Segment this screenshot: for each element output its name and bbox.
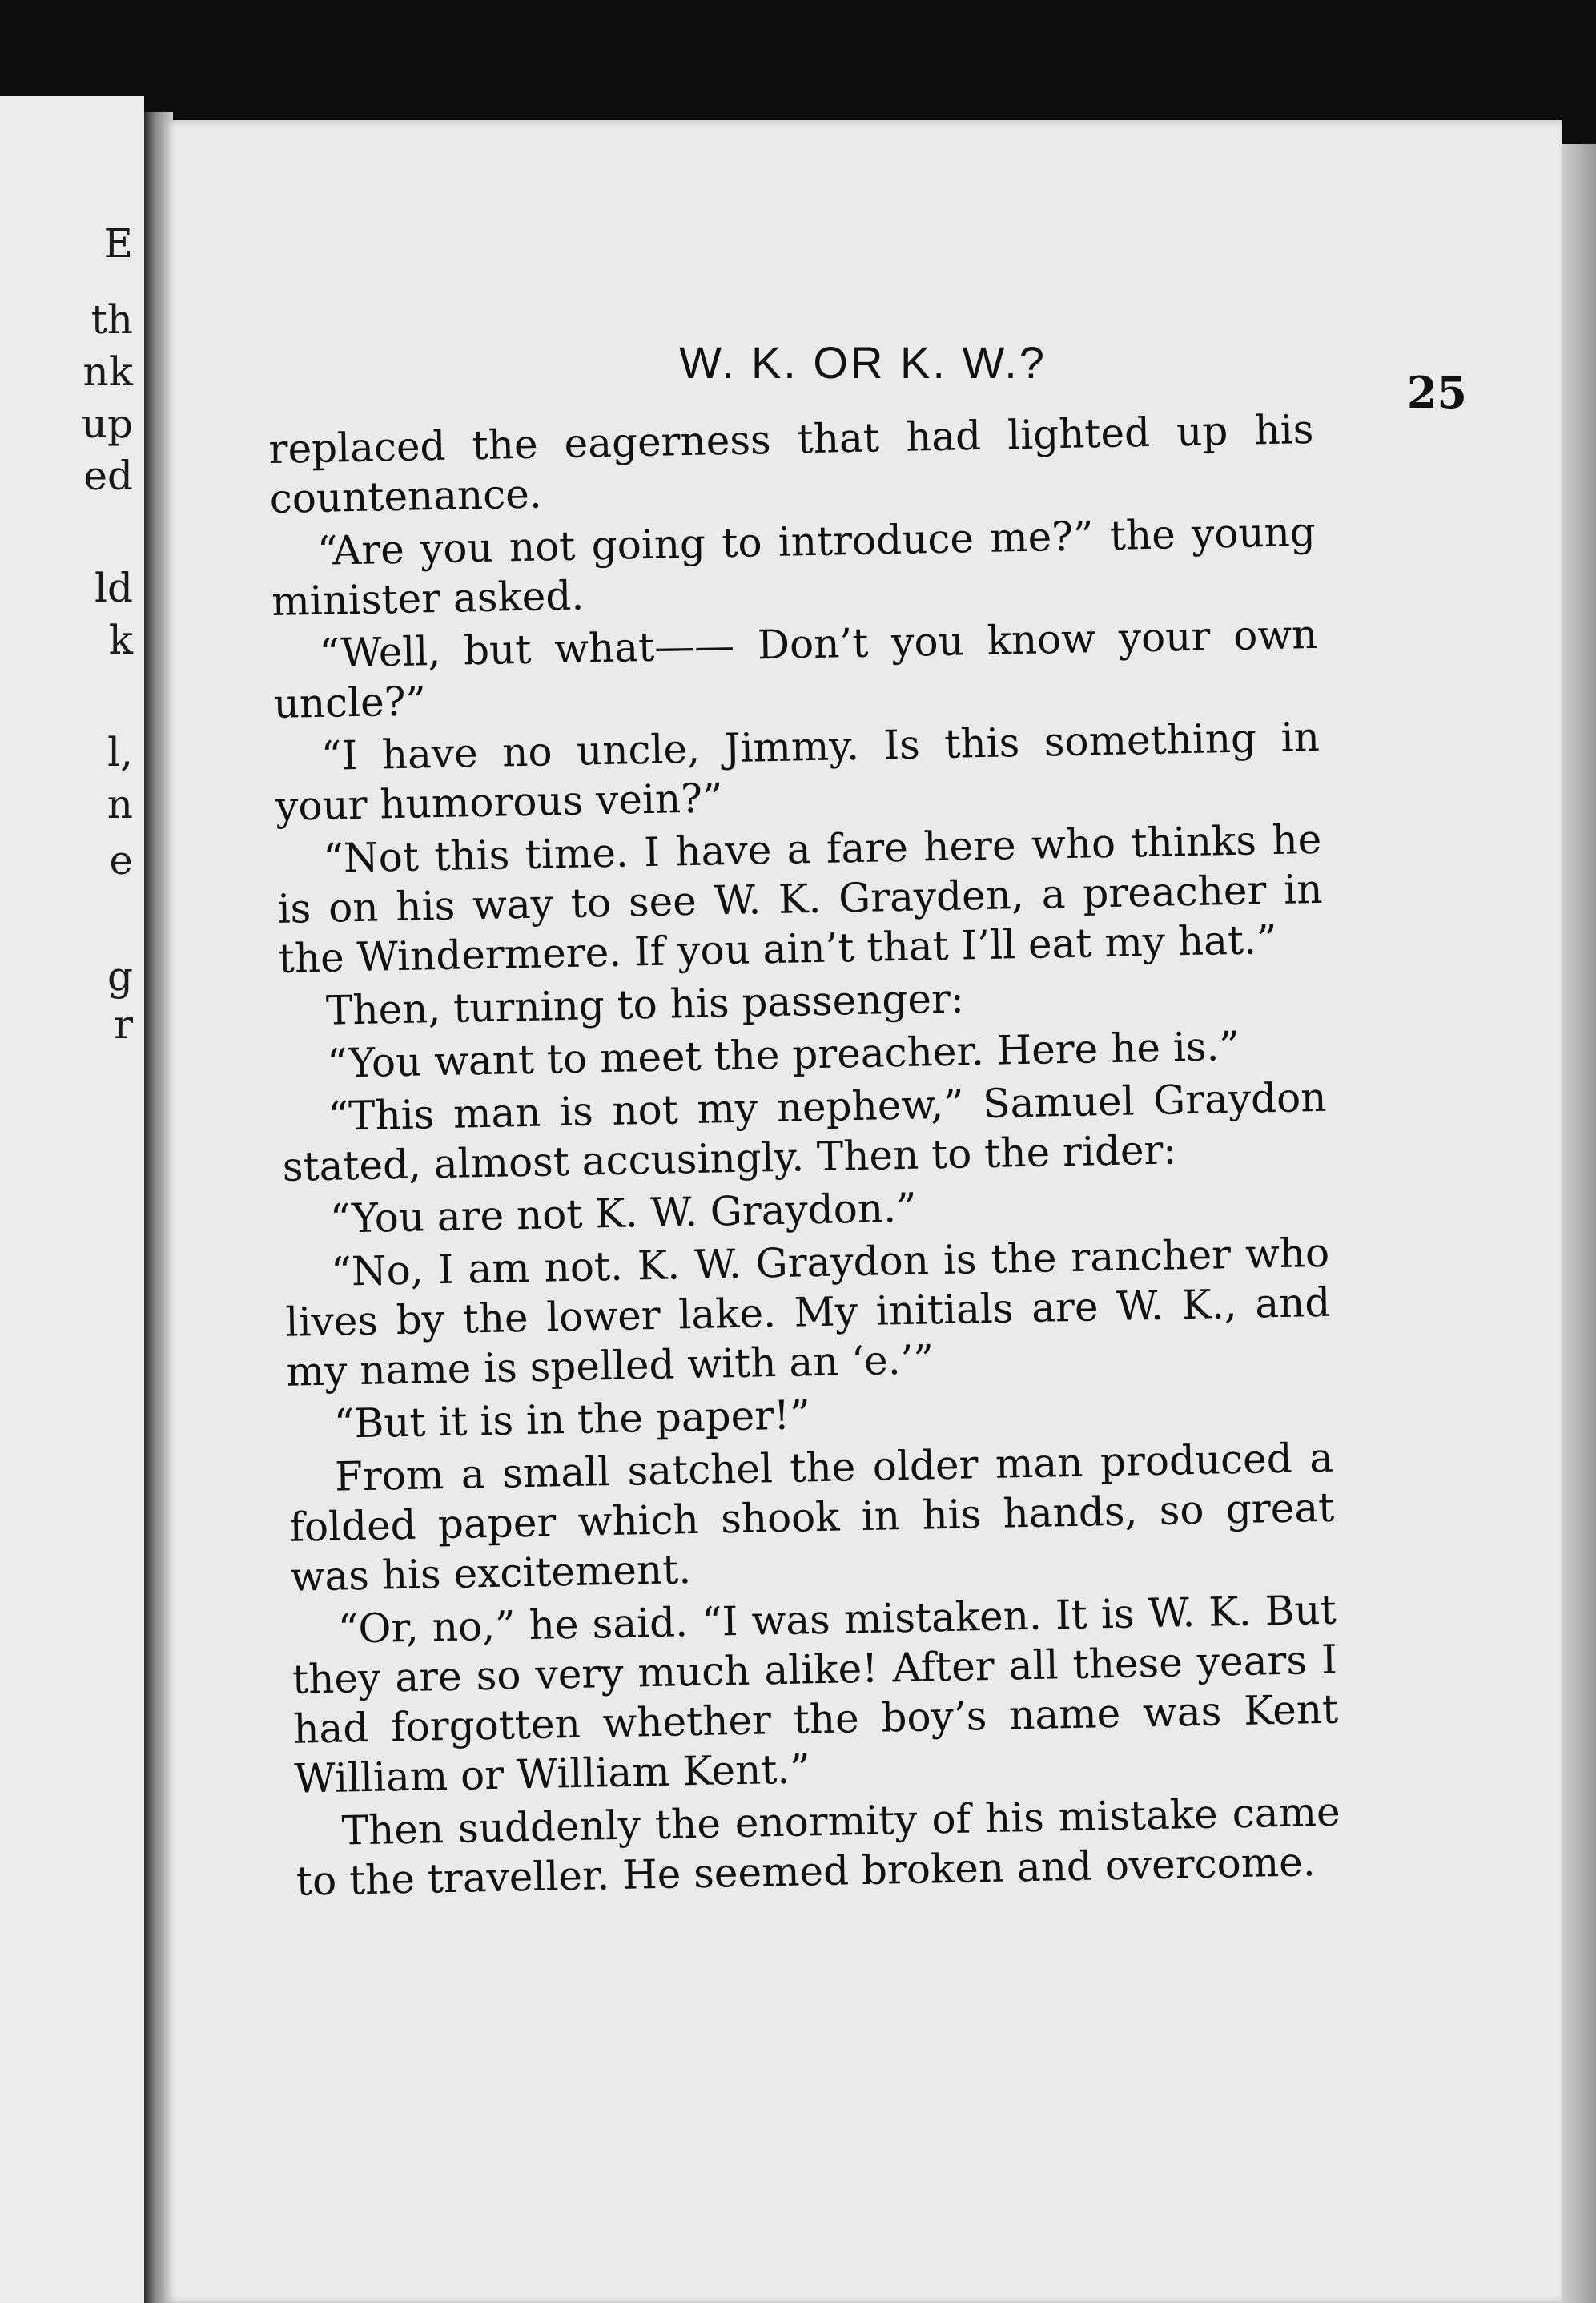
paragraph: “You are not K. W. Graydon.” <box>329 1184 918 1242</box>
paragraph: replaced the eagerness that had lighted up his countenance. <box>268 405 1314 522</box>
paragraph: Then suddenly the enormity of his mistake came to the traveller. He seemed broken and overcome. <box>295 1788 1341 1905</box>
paragraph: “Are you not going to introduce me?” the young minister asked. <box>271 508 1317 625</box>
prev-page-fragment: r <box>114 1001 133 1048</box>
prev-page-fragment: e <box>109 837 133 884</box>
prev-page-fragment: E <box>103 220 133 267</box>
prev-page-fragment: ed <box>83 453 133 499</box>
paragraph: “This man is not my nephew,” Samuel Graydon stated, almost accusingly. Then to the rider: <box>282 1073 1327 1190</box>
paragraph: “No, I am not. K. W. Graydon is the rancher who lives by the lower lake. My initials are W. K., and my name is spelled with an ‘e.’” <box>284 1229 1331 1395</box>
page-number: 25 <box>1406 367 1467 418</box>
paragraph: From a small satchel the older man produced a folded paper which shook in his hands, so great was his excitement. <box>288 1434 1335 1600</box>
prev-page-fragment: l, <box>107 729 133 775</box>
paragraph: “You want to meet the preacher. Here he is.” <box>326 1022 1240 1087</box>
paragraph: “Well, but what—— Don’t you know your own uncle?” <box>273 610 1318 727</box>
prev-page-fragment: up <box>81 401 133 447</box>
paragraph: “Not this time. I have a fare here who thinks he is on his way to see W. K. Grayden, a preacher in the Windermere. If you ain’t that I’ll eat my hat.” <box>277 815 1323 982</box>
book-page <box>164 120 1562 2303</box>
body-text <box>268 405 1341 1910</box>
paragraph: “But it is in the paper!” <box>333 1391 811 1447</box>
prev-page-fragment: n <box>107 781 133 827</box>
page-right-edge <box>1562 144 1596 2303</box>
running-head: W. K. OR K. W.? <box>679 337 1047 388</box>
prev-page-fragment: ld <box>94 565 133 611</box>
prev-page-fragment: th <box>90 296 133 343</box>
prev-page-fragment: g <box>107 953 133 1000</box>
previous-page-edge <box>0 96 144 2303</box>
prev-page-fragment: nk <box>82 348 133 395</box>
paragraph: Then, turning to his passenger: <box>325 975 965 1034</box>
paragraph: “I have no uncle, Jimmy. Is this something in your humorous vein?” <box>275 713 1321 830</box>
prev-page-fragment: k <box>108 617 133 663</box>
paragraph: “Or, no,” he said. “I was mistaken. It is W. K. But they are so very much alike! After all these years I had forgotten whether the boy’s name was Kent William or William Kent.” <box>291 1586 1339 1802</box>
